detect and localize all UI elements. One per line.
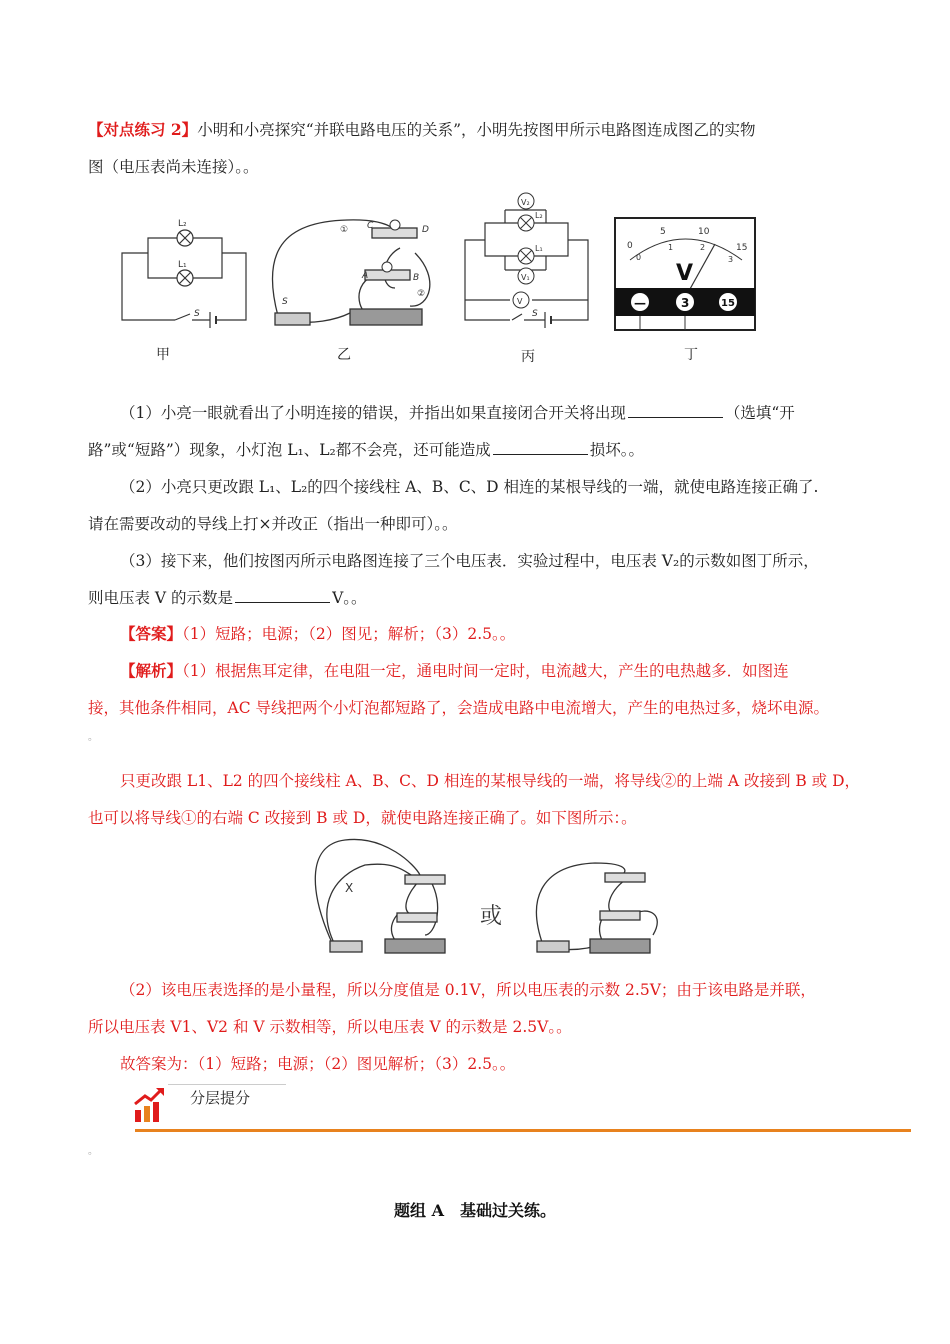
exercise-intro-line-2: 图（电压表尚未连接）。。 (88, 158, 259, 176)
meter-top-15: 15 (736, 243, 748, 253)
answer-blank-2[interactable] (493, 440, 588, 455)
analysis-p2-b: 也可以将导线①的右端 C 改接到 B 或 D，就使电路连接正确了。如下图所示：。 (88, 809, 637, 827)
answer-text: （1）短路；电源；（2）图见；解析；（3）2.5。。 (182, 625, 516, 643)
analysis-line-1 (120, 661, 860, 681)
corrected-circuit-figures (305, 835, 675, 955)
meter-bottom-0: 0 (636, 253, 642, 262)
group-title: 题组 A 基础过关练。 (394, 1201, 556, 1220)
question-1-text-d: 损坏。。 (589, 441, 644, 459)
question-3-text-c: V。。 (332, 589, 367, 607)
question-2-line-2: 请在需要改动的导线上打×并改正（指出一种即可）。。 (88, 515, 458, 533)
question-1-text-c: 路”或“短路”）现象，小灯泡 L₁、L₂都不会亮，还可能造成 (88, 441, 491, 459)
question-1-line-2 (88, 440, 860, 460)
label-L1-jia: L₁ (178, 260, 187, 270)
label-L1-bing: L₁ (535, 244, 543, 253)
analysis-p1-a: （1）根据焦耳定律，在电阻一定，通电时间一定时，电流越大，产生的电热越多．如图连 (182, 662, 789, 680)
heading-top-rule (168, 1084, 286, 1085)
section-divider (135, 1129, 911, 1132)
figure-yi-real-circuit (272, 220, 429, 325)
or-label: 或 (480, 904, 503, 929)
label-w2: ② (417, 289, 426, 299)
meter-terminal-neg: — (634, 296, 646, 310)
answer-blank-3[interactable] (235, 588, 330, 603)
analysis-conclusion: 故答案为：（1）短路；电源；（2）图见解析；（3）2.5。。 (120, 1055, 516, 1073)
label-S-bing: S (532, 309, 538, 319)
figure-jia-schematic (122, 230, 246, 328)
meter-terminal-3: 3 (681, 296, 690, 310)
analysis-p2-a: 只更改跟 L1、L2 的四个接线柱 A、B、C、D 相连的某根导线的一端，将导线②的上端 A 改接到 B 或 D， (120, 772, 861, 790)
label-S-yi: S (282, 297, 288, 307)
analysis-p1-c: 。 (88, 732, 98, 743)
label-V2: V₂ (521, 198, 530, 207)
meter-bottom-2: 2 (700, 243, 706, 252)
question-2-line-1: （2）小亮只更改跟 L₁、L₂的四个接线柱 A、B、C、D 相连的某根导线的一端，就使电路连接正确了. (120, 478, 819, 496)
label-B: B (413, 273, 420, 283)
meter-terminal-15: 15 (721, 298, 735, 309)
meter-bottom-3: 3 (728, 255, 734, 264)
analysis-tag: 【解析】 (120, 661, 183, 680)
label-C: C (367, 221, 374, 231)
label-V1: V₁ (521, 273, 530, 282)
exercise-tag: 【对点练习 2】 (88, 120, 198, 139)
answer-blank-1[interactable] (628, 403, 723, 418)
question-3-text-b: 则电压表 V 的示数是 (88, 589, 234, 607)
rising-chart-icon (133, 1086, 165, 1124)
question-3-line-1: （3）接下来，他们按图丙所示电路图连接了三个电压表．实验过程中，电压表 V₂的示数如图丁所示， (120, 552, 819, 570)
answer-line (120, 624, 860, 644)
label-D: D (422, 225, 429, 235)
section-heading: 分层提分 (190, 1089, 251, 1107)
answer-tag: 【答案】 (120, 624, 183, 643)
label-S-jia: S (194, 309, 200, 319)
exercise-intro-text-1: 小明和小亮探究“并联电路电压的关系”，小明先按图甲所示电路图连成图乙的实物 (197, 121, 756, 139)
figure-label-bing: 丙 (521, 349, 535, 365)
corrected-circuit-right (536, 863, 657, 953)
meter-bottom-1: 1 (668, 243, 674, 252)
cross-mark: X (345, 881, 354, 895)
figure-label-jia: 甲 (156, 347, 170, 363)
section-mark: 。 (88, 1146, 98, 1157)
analysis-p1-b: 接，其他条件相同，AC 导线把两个小灯泡都短路了，会造成电路中电流增大，产生的电热过多，烧坏电源。 (88, 699, 829, 717)
corrected-circuit-left (315, 839, 445, 953)
meter-top-0: 0 (627, 241, 633, 251)
meter-top-10: 10 (698, 227, 710, 237)
question-1-text-b: （选填“开 (724, 404, 795, 422)
label-L2-bing: L₂ (535, 211, 543, 220)
label-A: A (362, 271, 369, 281)
label-V: V (517, 297, 523, 306)
label-L2-jia: L₂ (178, 219, 187, 229)
analysis-p3-b: 所以电压表 V1、V2 和 V 示数相等，所以电压表 V 的示数是 2.5V。。 (88, 1018, 572, 1036)
label-w1: ① (340, 225, 349, 235)
meter-top-5: 5 (660, 227, 666, 237)
figure-label-ding: 丁 (684, 347, 698, 363)
circuit-figures (110, 188, 770, 366)
question-1-line-1 (120, 403, 860, 423)
analysis-p3-a: （2）该电压表选择的是小量程，所以分度值是 0.1V，所以电压表的示数 2.5V；由于该电路是并联， (120, 981, 816, 999)
figure-label-yi: 乙 (337, 347, 351, 363)
meter-unit: V (676, 261, 694, 286)
exercise-intro-line-1 (88, 120, 860, 140)
question-3-line-2 (88, 588, 860, 608)
question-1-text-a: （1）小亮一眼就看出了小明连接的错误，并指出如果直接闭合开关将出现 (120, 404, 626, 422)
